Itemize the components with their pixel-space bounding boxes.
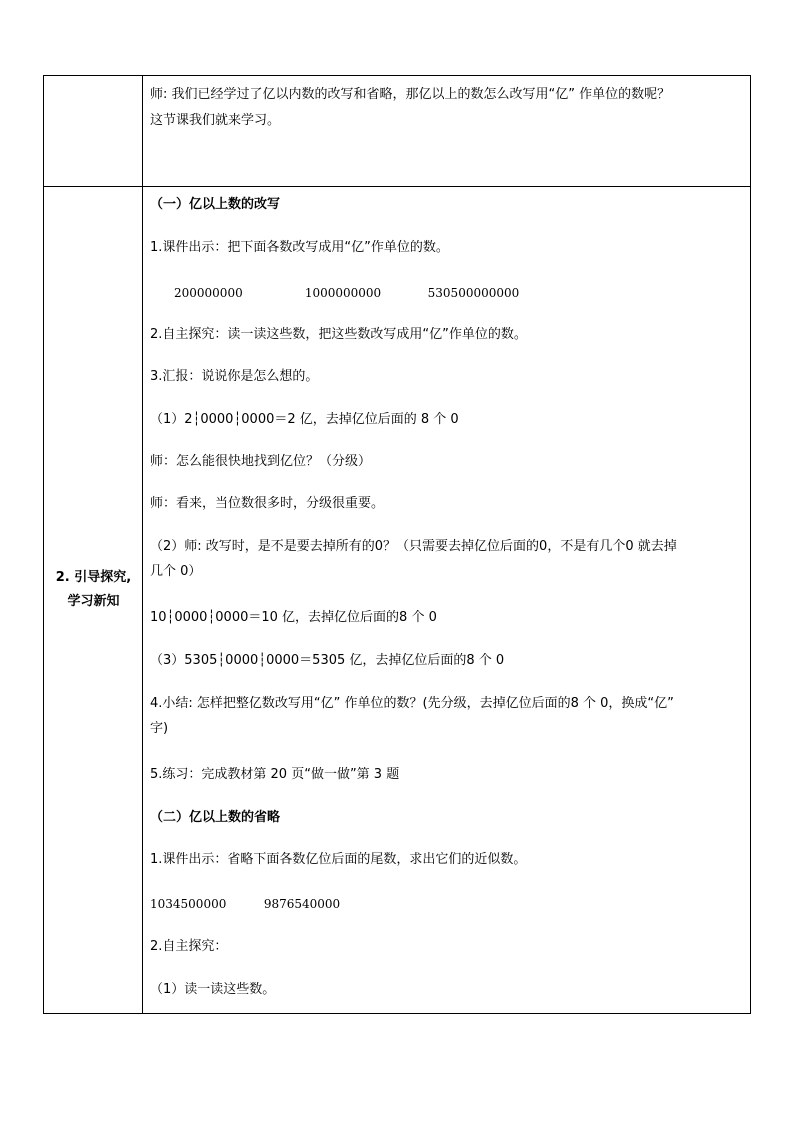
paragraph-14: （1）读一读这些数。 bbox=[150, 982, 276, 997]
table-row-intro bbox=[44, 76, 750, 187]
row-label-cell-empty bbox=[44, 76, 143, 186]
paragraph-5: 师：怎么能很快地找到亿位？（分级） bbox=[150, 454, 372, 469]
paragraph-11: 5.练习：完成教材第 20 页“做一做”第 3 题 bbox=[150, 767, 400, 782]
section-label-line-2: 学习新知 bbox=[67, 594, 120, 609]
paragraph-9: （3）5305┆0000┆0000＝5305 亿，去掉亿位后面的8 个 0 bbox=[150, 653, 505, 668]
intro-line-1: 师: 我们已经学过了亿以内数的改写和省略，那亿以上的数怎么改写用“亿” 作单位的数呢？ bbox=[150, 87, 671, 102]
paragraph-12: 1.课件出示：省略下面各数亿位后面的尾数，求出它们的近似数。 bbox=[150, 852, 527, 867]
paragraph-7-line-2: 几个 0） bbox=[150, 564, 202, 579]
paragraph-13: 2.自主探究： bbox=[150, 939, 228, 954]
intro-line-2: 这节课我们就来学习。 bbox=[150, 113, 281, 128]
heading-omission: （二）亿以上数的省略 bbox=[150, 810, 281, 825]
number-item: 200000000 bbox=[174, 286, 243, 300]
number-item: 9876540000 bbox=[263, 897, 341, 911]
paragraph-10-line-2: 字) bbox=[150, 721, 169, 736]
number-list-1 bbox=[150, 281, 742, 305]
number-list-2 bbox=[150, 892, 742, 916]
paragraph-1: 1.课件出示：把下面各数改写成用“亿”作单位的数。 bbox=[150, 240, 449, 255]
paragraph-6: 师：看来，当位数很多时，分级很重要。 bbox=[150, 496, 385, 511]
section-label bbox=[44, 566, 143, 614]
number-item: 1034500000 bbox=[150, 897, 227, 911]
paragraph-8: 10┆0000┆0000＝10 亿，去掉亿位后面的8 个 0 bbox=[150, 610, 437, 625]
paragraph-2: 2.自主探究：读一读这些数，把这些数改写成用“亿”作单位的数。 bbox=[150, 327, 527, 342]
paragraph-4: （1）2┆0000┆0000＝2 亿，去掉亿位后面的 8 个 0 bbox=[150, 412, 459, 427]
lesson-table bbox=[43, 75, 751, 1014]
paragraph-7-line-1: （2）师: 改写时，是不是要去掉所有的0？（只需要去掉亿位后面的0，不是有几个0 就去掉 bbox=[150, 539, 677, 554]
paragraph-3: 3.汇报：说说你是怎么想的。 bbox=[150, 369, 319, 384]
row-content-cell bbox=[143, 187, 750, 1013]
heading-rewrite: （一）亿以上数的改写 bbox=[150, 197, 281, 212]
row-label-cell bbox=[44, 187, 143, 1013]
section-label-line-1: 2. 引导探究, bbox=[55, 570, 132, 585]
number-item: 1000000000 bbox=[304, 286, 382, 300]
paragraph-10-line-1: 4.小结: 怎样把整亿数改写用“亿” 作单位的数？(先分级，去掉亿位后面的8 个 0，换成“亿” bbox=[150, 696, 674, 711]
table-row-explore bbox=[44, 187, 750, 1013]
number-item: 530500000000 bbox=[427, 286, 520, 300]
